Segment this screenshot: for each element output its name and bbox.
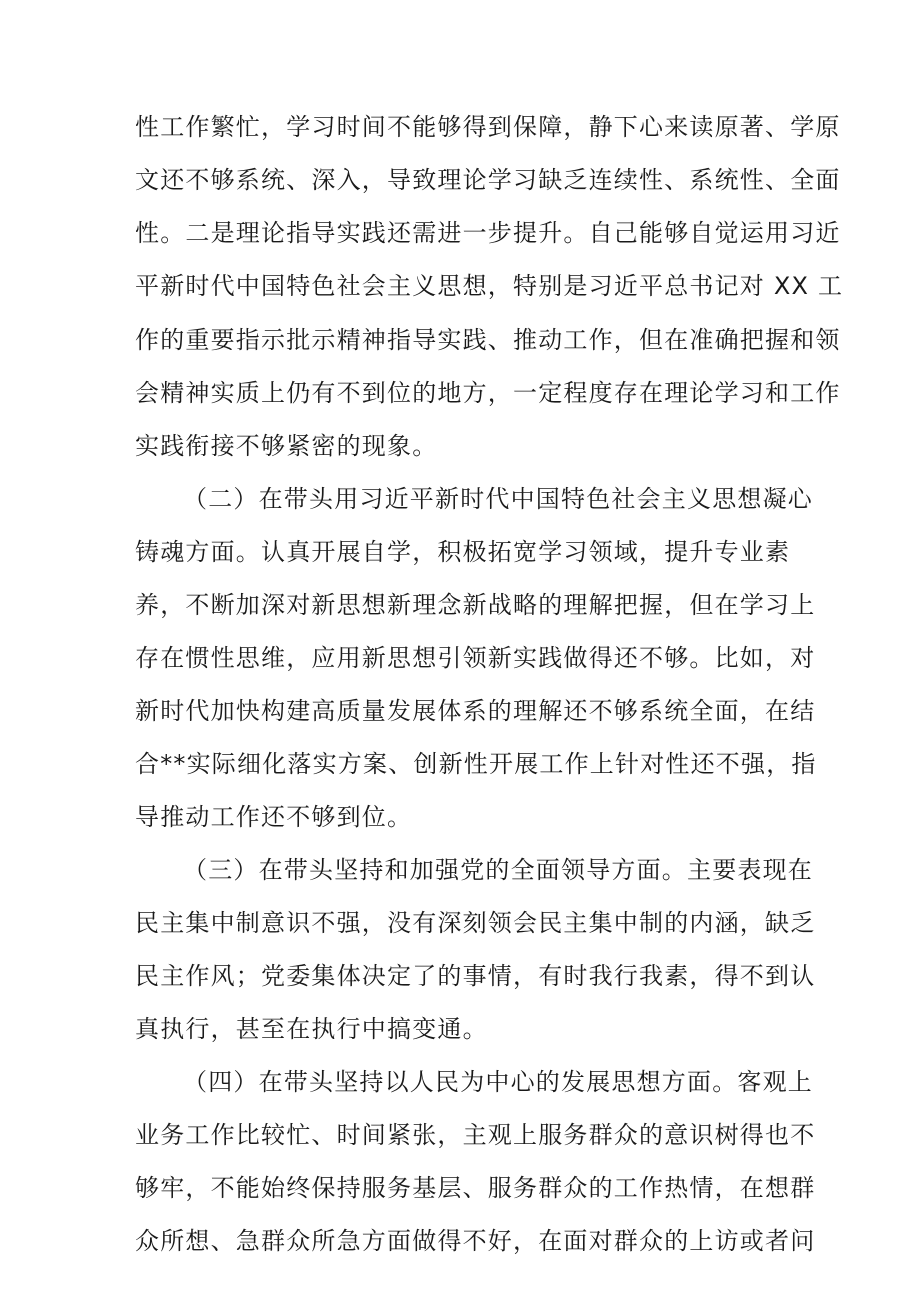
text-line: 会精神实质上仍有不到位的地方，一定程度存在理论学习和工作 (135, 379, 841, 407)
text-line: 民主作风；党委集体决定了的事情，有时我行我素，得不到认 (135, 962, 816, 990)
text-line: 性。二是理论指导实践还需进一步提升。自己能够自觉运用习近 (135, 219, 841, 247)
section-heading-line: （二）在带头用习近平新时代中国特色社会主义思想凝心 (183, 485, 813, 513)
text-line: 导推动工作还不够到位。 (135, 803, 413, 831)
text-line: 铸魂方面。认真开展自学，积极拓宽学习领域，提升专业素 (135, 538, 791, 566)
text-line: 平新时代中国特色社会主义思想，特别是习近平总书记对 XX 工 (135, 272, 844, 300)
text-line: 民主集中制意识不强，没有深刻领会民主集中制的内涵，缺乏 (135, 909, 816, 937)
text-line: 真执行，甚至在执行中搞变通。 (135, 1015, 488, 1043)
text-line: 合**实际细化落实方案、创新性开展工作上针对性还不强，指 (135, 750, 817, 778)
text-line: 作的重要指示批示精神指导实践、推动工作，但在准确把握和领 (135, 326, 841, 354)
text-line: 养，不断加深对新思想新理念新战略的理解把握，但在学习上 (135, 591, 816, 619)
section-heading-line: （四）在带头坚持以人民为中心的发展思想方面。客观上 (183, 1068, 813, 1096)
text-line: 够牢，不能始终保持服务基层、服务群众的工作热情，在想群 (135, 1174, 816, 1202)
text-line: 业务工作比较忙、时间紧张，主观上服务群众的意识树得也不 (135, 1121, 816, 1149)
text-line: 文还不够系统、深入，导致理论学习缺乏连续性、系统性、全面 (135, 166, 841, 194)
text-line: 新时代加快构建高质量发展体系的理解还不够系统全面，在结 (135, 697, 816, 725)
section-heading-line: （三）在带头坚持和加强党的全面领导方面。主要表现在 (183, 856, 813, 884)
text-line: 存在惯性思维，应用新思想引领新实践做得还不够。比如，对 (135, 644, 816, 672)
text-line: 性工作繁忙，学习时间不能够得到保障，静下心来读原著、学原 (135, 113, 841, 141)
text-line: 实践衔接不够紧密的现象。 (135, 432, 438, 460)
text-line: 众所想、急群众所急方面做得不好，在面对群众的上访或者问 (135, 1227, 816, 1255)
